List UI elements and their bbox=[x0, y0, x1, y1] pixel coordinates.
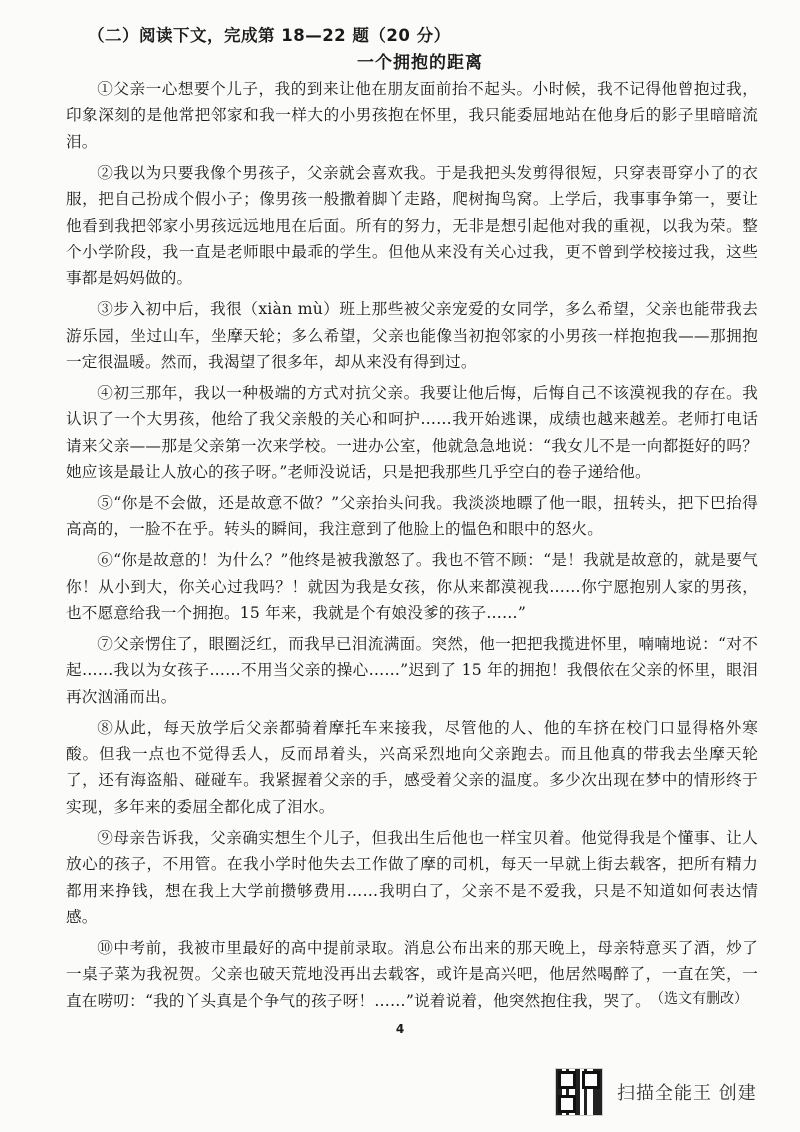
paragraph-2: ②我以为只要我像个男孩子，父亲就会喜欢我。于是我把头发剪得很短，只穿表哥穿小了的衣服，把自己扮成个假小子；像男孩一般撒着脚丫走路，爬树掏鸟窝。上学后，我事事争第一，要让他看到我把邻家小男孩远远地甩在后面。所有的努力，无非是想引起他对我的重视，以我为荣。整个小学阶段，我一直是老师眼中最乖的学生。但他从来没有关心过我，更不曾到学校接过我，这些事都是妈妈做的。 bbox=[66, 163, 758, 288]
paragraph-10: ⑩中考前，我被市里最好的高中提前录取。消息公布出来的那天晚上，母亲特意买了酒，炒了一桌子菜为我祝贺。父亲也破天荒地没再出去载客，或许是高兴吧，他居然喝醉了，一直在笑，一直在唠叨：“我的丫头真是个争气的孩子呀！……”说着说着，他突然抱住我，哭了。 bbox=[66, 938, 758, 1010]
story-body bbox=[66, 76, 758, 1018]
paragraph-7: ⑦父亲愣住了，眼圈泛红，而我早已泪流满面。突然，他一把把我揽进怀里，喃喃地说：“对不起……我以为女孩子……不用当父亲的操心……”迟到了 15 年的拥抱！我偎依在父亲的怀里，眼泪再次汹涌而出。 bbox=[66, 634, 758, 706]
paragraph-4: ④初三那年，我以一种极端的方式对抗父亲。我要让他后悔，后悔自己不该漠视我的存在。我认识了一个大男孩，他给了我父亲般的关心和呵护……我开始逃课，成绩也越来越差。老师打电话请来父亲——那是父亲第一次来学校。一进办公室，他就急急地说：“我女儿不是一向都挺好的吗？她应该是最让人放心的孩子呀。”老师没说话，只是把我那些几乎空白的卷子递给他。 bbox=[66, 383, 758, 482]
paragraph-8: ⑧从此，每天放学后父亲都骑着摩托车来接我，尽管他的人、他的车挤在校门口显得格外寒酸。但我一点也不觉得丢人，反而昂着头，兴高采烈地向父亲跑去。而且他真的带我去坐摩天轮了，还有海盗船、碰碰车。我紧握着父亲的手，感受着父亲的温度。多少次出现在梦中的情形终于实现，多年来的委屈全都化成了泪水。 bbox=[66, 718, 758, 816]
story-title: 一个拥抱的距离 bbox=[357, 53, 483, 73]
source-note: （选文有删改） bbox=[650, 991, 748, 1007]
section-heading: （二）阅读下文，完成第 18—22 题（20 分） bbox=[88, 26, 451, 45]
paragraph-3: ③步入初中后，我很（xiàn mù）班上那些被父亲宠爱的女同学，多么希望，父亲也能带我去游乐园，坐过山车，坐摩天轮；多么希望，父亲也能像当初抱邻家的小男孩一样抱抱我——那拥抱一定很温暖。然而，我渴望了很多年，却从来没有得到过。 bbox=[66, 300, 758, 372]
page-number: 4 bbox=[395, 1022, 405, 1036]
scanner-watermark bbox=[555, 1068, 757, 1116]
paragraph-9: ⑨母亲告诉我，父亲确实想生个儿子，但我出生后他也一样宝贝着。他觉得我是个懂事、让人放心的孩子，不用管。在我小学时他失去工作做了摩的司机，每天一早就上街去载客，把所有精力都用来挣钱，想在我上大学前攒够费用……我明白了，父亲不是不爱我，只是不知道如何表达情感。 bbox=[66, 828, 758, 926]
paragraph-6: ⑥“你是故意的！为什么？”他终是被我激怒了。我也不管不顾：“是！我就是故意的，就是要气你！从小到大，你关心过我吗？！就因为我是女孩，你从来都漠视我……你宁愿抱别人家的男孩，也不愿意给我一个拥抱。15 年来，我就是个有娘没爹的孩子……” bbox=[66, 551, 758, 623]
paragraph-1: ①父亲一心想要个儿子，我的到来让他在朋友面前抬不起头。小时候，我不记得他曾抱过我，印象深刻的是他常把邻家和我一样大的小男孩抱在怀里，我只能委屈地站在他身后的影子里暗暗流泪。 bbox=[66, 80, 758, 151]
paragraph-5: ⑤“你是不会做，还是故意不做？”父亲抬头问我。我淡淡地瞟了他一眼，扭转头，把下巴抬得高高的，一脸不在乎。转头的瞬间，我注意到了他脸上的愠色和眼中的怒火。 bbox=[66, 493, 758, 539]
watermark-text: 扫描全能王 创建 bbox=[617, 1083, 757, 1104]
qr-code-icon bbox=[555, 1068, 603, 1116]
